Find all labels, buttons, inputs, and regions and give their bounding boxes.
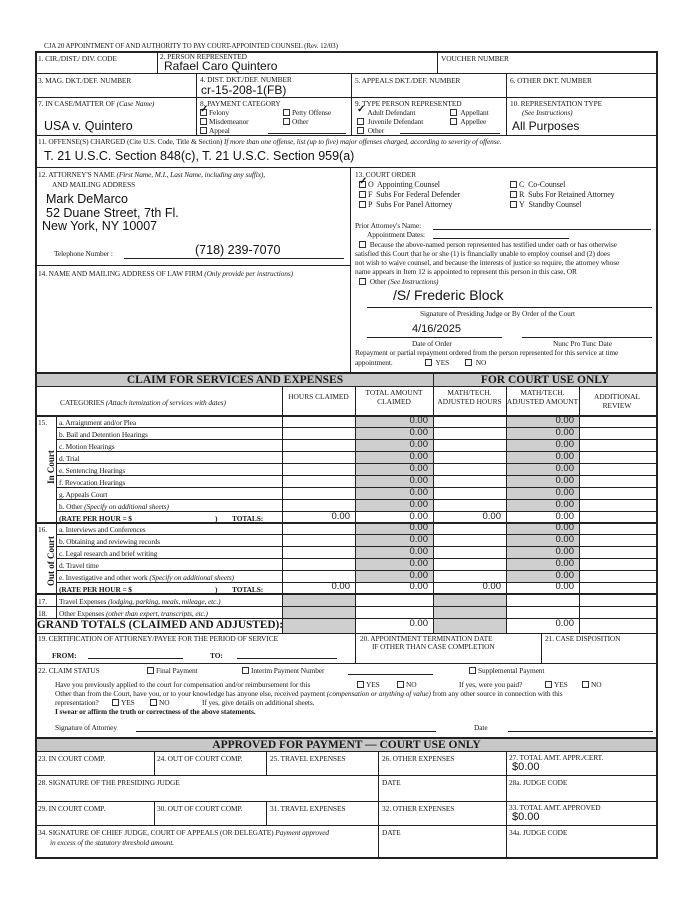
- chief-judge-note: in excess of the statutory threshold amount.: [50, 838, 175, 847]
- out-court-totals-label: TOTALS:: [232, 585, 264, 594]
- section-15-number: 15.: [38, 418, 47, 427]
- dist-dkt-field[interactable]: cr-15-208-1(FB): [201, 83, 287, 97]
- in-court-row-g: g. Appeals Court: [59, 490, 108, 499]
- repayment-appointment-label: appointment.: [355, 358, 393, 367]
- cir-dist-div-code-label: 1. CIR./DIST./ DIV. CODE: [38, 54, 117, 63]
- termination-date-label: 20. APPOINTMENT TERMINATION DATE: [360, 634, 493, 643]
- section-16-number: 16.: [38, 525, 47, 534]
- type-other-checkbox[interactable]: [357, 127, 364, 134]
- court-order-other-option[interactable]: Other (See Instructions): [359, 277, 438, 286]
- supplemental-payment-checkbox[interactable]: [469, 667, 476, 674]
- because-text-2: satisfied this Court that he or she (1) is financially unable to employ counsel and (2) does: [355, 249, 610, 258]
- type-other-option[interactable]: Other: [357, 126, 384, 135]
- in-court-f-adj: 0.00: [555, 475, 574, 486]
- attorney-label: 12. ATTORNEY'S NAME (First Name, M.I., Last Name, including any suffix),: [38, 170, 266, 179]
- chief-judge-date: DATE: [382, 828, 401, 837]
- representation-type-field[interactable]: All Purposes: [512, 119, 580, 133]
- adult-defendant-checkbox[interactable]: [357, 109, 364, 116]
- court-order-option-y[interactable]: Y Standby Counsel: [510, 200, 581, 209]
- out-court-row-b: b. Obtaining and reviewing records: [59, 537, 161, 546]
- in-court-comp-23: 23. IN COURT COMP.: [38, 754, 106, 763]
- in-court-g-adj: 0.00: [555, 487, 574, 498]
- case-name-field[interactable]: USA v. Quintero: [44, 119, 133, 133]
- appointment-dates-label: Appointment Dates:: [367, 230, 425, 239]
- co-counsel-checkbox[interactable]: [510, 181, 517, 188]
- attorney-name-field[interactable]: Mark DeMarco: [46, 192, 128, 206]
- appeal-checkbox[interactable]: [200, 127, 207, 134]
- payment-other-option[interactable]: Other: [283, 117, 308, 126]
- in-court-row-b: b. Bail and Detention Hearings: [59, 430, 148, 439]
- representation-no-checkbox[interactable]: [150, 699, 157, 706]
- mag-dkt-label: 3. MAG. DKT./DEF. NUMBER: [38, 76, 132, 85]
- representation-yes-checkbox[interactable]: [112, 699, 119, 706]
- appellee-checkbox[interactable]: [450, 118, 457, 125]
- attorney-address-label: AND MAILING ADDRESS: [52, 180, 136, 189]
- telephone-field[interactable]: (718) 239-7070: [195, 243, 281, 257]
- case-disposition-label: 21. CASE DISPOSITION: [545, 634, 621, 643]
- in-court-row-a: a. Arraignment and/or Plea: [59, 418, 137, 427]
- presiding-judge-date: DATE: [382, 778, 401, 787]
- voucher-number-label: VOUCHER NUMBER: [441, 54, 509, 63]
- because-text-3: not wish to waive counsel, and because the interests of justice so require, the attorney whose: [355, 258, 620, 267]
- out-court-adj-amount-total: 0.00: [555, 581, 574, 592]
- court-order-label: 13. COURT ORDER: [355, 170, 416, 179]
- in-court-d-adj: 0.00: [555, 451, 574, 462]
- swear-statement: I swear or affirm the truth or correctness of the above statements.: [55, 707, 256, 716]
- in-court-b-adj: 0.00: [555, 427, 574, 438]
- grand-total-adjusted: 0.00: [555, 618, 574, 629]
- section-18-number: 18.: [38, 609, 47, 618]
- repayment-text: Repayment or partial repayment ordered from the person represented for this service at time: [355, 348, 619, 357]
- out-court-rate-close: ): [215, 585, 218, 594]
- appeals-dkt-label: 5. APPEALS DKT./DEF. NUMBER: [355, 76, 461, 85]
- out-court-b-adj: 0.00: [555, 534, 574, 545]
- details-note: If yes, give details on additional sheets.: [202, 698, 315, 707]
- repayment-yes-option[interactable]: YES: [425, 358, 449, 367]
- attorney-address2-field[interactable]: New York, NY 10007: [42, 219, 158, 233]
- person-represented-field[interactable]: Rafael Caro Quintero: [164, 59, 278, 73]
- payment-felony-option[interactable]: ✓Felony: [200, 108, 229, 117]
- out-court-d-total: 0.00: [409, 558, 428, 569]
- out-of-court-side-label: Out of Court: [46, 536, 56, 586]
- telephone-label: Telephone Number :: [54, 249, 113, 258]
- in-court-h-total: 0.00: [409, 499, 428, 510]
- out-court-row-a: a. Interviews and Conferences: [59, 525, 146, 534]
- in-court-rate-label: (RATE PER HOUR = $: [59, 514, 132, 523]
- applied-no-option[interactable]: NO: [397, 680, 416, 689]
- out-court-b-total: 0.00: [409, 534, 428, 545]
- judge-signature-caption: Signature of Presiding Judge or By Order of the Court: [420, 309, 576, 318]
- col-additional-review: ADDITIONAL REVIEW: [594, 392, 640, 410]
- out-court-e-adj: 0.00: [555, 570, 574, 581]
- adult-defendant-option[interactable]: ✓ Adult Defendant: [357, 108, 415, 117]
- out-court-rate-label: (RATE PER HOUR = $: [59, 585, 132, 594]
- other-expenses-32: 32. OTHER EXPENSES: [382, 804, 455, 813]
- claim-header: CLAIM FOR SERVICES AND EXPENSES: [37, 374, 433, 386]
- total-appr-cert-value[interactable]: $0.00: [512, 761, 540, 773]
- court-order-other-checkbox[interactable]: [359, 278, 366, 285]
- out-court-row-c: c. Legal research and brief writing: [59, 549, 158, 558]
- dist-dkt-label: 4. DIST. DKT./DEF. NUMBER: [200, 75, 292, 84]
- representation-yes-option[interactable]: YES: [112, 698, 135, 707]
- in-court-d-total: 0.00: [409, 451, 428, 462]
- interim-payment-option[interactable]: Interim Payment Number: [242, 666, 324, 675]
- in-court-b-total: 0.00: [409, 427, 428, 438]
- out-court-row-e: e. Investigative and other work (Specify on additional sheets): [59, 573, 235, 582]
- final-payment-option[interactable]: Final Payment: [147, 666, 198, 675]
- grand-total-claimed: 0.00: [409, 618, 428, 629]
- in-court-adj-hours-total: 0.00: [482, 511, 501, 522]
- payment-other-checkbox[interactable]: [283, 118, 290, 125]
- claim-status-label: 22. CLAIM STATUS: [38, 666, 100, 675]
- applied-no-checkbox[interactable]: [397, 681, 404, 688]
- judge-code-28a: 28a. JUDGE CODE: [509, 778, 568, 787]
- in-court-row-e: e. Sentencing Hearings: [59, 466, 126, 475]
- in-court-e-total: 0.00: [409, 463, 428, 474]
- offense-label: 11. OFFENSE(S) CHARGED (Cite U.S. Code, Title & Section) If more than one offense, list (up to five) major offenses charged, according to severity of offense.: [38, 137, 502, 146]
- representation-no-option[interactable]: NO: [150, 698, 169, 707]
- in-court-rate-close: ): [215, 514, 218, 523]
- supplemental-payment-option[interactable]: Supplemental Payment: [469, 666, 544, 675]
- approved-header: APPROVED FOR PAYMENT — COURT USE ONLY: [37, 739, 656, 751]
- in-court-adj-amount-total: 0.00: [555, 511, 574, 522]
- in-court-c-adj: 0.00: [555, 439, 574, 450]
- person-represented-label: 2. PERSON REPRESENTED: [160, 52, 247, 61]
- out-court-row-d: d. Travel time: [59, 561, 99, 570]
- payment-appeal-option[interactable]: Appeal: [200, 126, 230, 135]
- payment-misdemeanor-option[interactable]: Misdemeanor: [200, 117, 249, 126]
- appellant-option[interactable]: Appellant: [450, 108, 489, 117]
- offense-field[interactable]: T. 21 U.S.C. Section 848(c), T. 21 U.S.C. Section 959(a): [44, 149, 355, 163]
- in-court-e-adj: 0.00: [555, 463, 574, 474]
- travel-expenses-label: Travel Expenses (lodging, parking, meals, mileage, etc.): [59, 597, 221, 606]
- out-court-e-total: 0.00: [409, 570, 428, 581]
- law-firm-label: 14. NAME AND MAILING ADDRESS OF LAW FIRM (Only provide per instructions): [38, 269, 293, 278]
- because-checkbox[interactable]: [359, 241, 366, 248]
- representation-question: representation?: [55, 698, 99, 707]
- case-name-label: 7. IN CASE/MATTER OF (Case Name): [38, 99, 155, 108]
- in-court-hours-total: 0.00: [331, 511, 350, 522]
- date-of-order-field[interactable]: 4/16/2025: [412, 323, 461, 335]
- representation-type-sub: (See Instructions): [522, 108, 573, 117]
- in-court-a-adj: 0.00: [555, 415, 574, 426]
- repayment-no-checkbox[interactable]: [465, 359, 472, 366]
- appointing-counsel-checkbox[interactable]: [359, 181, 366, 188]
- interim-payment-checkbox[interactable]: [242, 667, 249, 674]
- col-adjusted-hours: MATH/TECH. ADJUSTED HOURS: [437, 388, 502, 406]
- court-order-option-f[interactable]: F Subs For Federal Defender: [359, 190, 460, 199]
- attorney-signature-label: Signature of Attorney: [55, 723, 117, 732]
- misdemeanor-checkbox[interactable]: [200, 118, 207, 125]
- type-person-label: 9. TYPE PERSON REPRESENTED: [355, 99, 462, 108]
- appellant-checkbox[interactable]: [450, 109, 457, 116]
- in-court-g-total: 0.00: [409, 487, 428, 498]
- categories-label: CATEGORIES (Attach itemization of services with dates): [60, 398, 226, 407]
- col-adjusted-amount: MATH/TECH. ADJUSTED AMOUNT: [506, 388, 579, 406]
- col-total-amount: TOTAL AMOUNT CLAIMED: [365, 388, 423, 406]
- court-order-option-r[interactable]: R Subs For Retained Attorney: [510, 190, 615, 199]
- in-court-comp-29: 29. IN COURT COMP.: [38, 804, 106, 813]
- court-order-option-c[interactable]: C Co-Counsel: [510, 180, 565, 189]
- in-court-side-label: In Court: [46, 450, 56, 484]
- termination-date-sub: IF OTHER THAN CASE COMPLETION: [372, 642, 495, 651]
- other-expenses-label: Other Expenses (other than expert, transcripts, etc.): [59, 609, 208, 618]
- total-approved-value[interactable]: $0.00: [512, 811, 540, 823]
- from-label: FROM:: [52, 651, 77, 660]
- in-court-c-total: 0.00: [409, 439, 428, 450]
- date-of-order-label: Date of Order: [412, 339, 452, 348]
- representation-type-label: 10. REPRESENTATION TYPE: [510, 99, 603, 108]
- travel-expenses-25: 25. TRAVEL EXPENSES: [270, 754, 346, 763]
- presiding-judge-signature-28: 28. SIGNATURE OF THE PRESIDING JUDGE: [38, 778, 180, 787]
- to-label: TO:: [210, 651, 223, 660]
- total-approved-33: 33. TOTAL AMT. APPROVED: [509, 803, 601, 812]
- out-court-d-adj: 0.00: [555, 558, 574, 569]
- attorney-date-label: Date: [474, 723, 488, 732]
- juvenile-defendant-checkbox[interactable]: [357, 118, 364, 125]
- previously-applied-question: Have you previously applied to the court for compensation and/or reimbursement for this: [55, 680, 311, 689]
- paid-no-checkbox[interactable]: [582, 681, 589, 688]
- section-17-number: 17.: [38, 597, 47, 606]
- in-court-row-f: f. Revocation Hearings: [59, 478, 126, 487]
- in-court-a-total: 0.00: [409, 415, 428, 426]
- because-text-1[interactable]: Because the above-named person represented has testified under oath or has otherwise: [359, 240, 617, 249]
- court-order-option-o[interactable]: ✓O Appointing Counsel: [359, 180, 440, 189]
- form-title: CJA 20 APPOINTMENT OF AND AUTHORITY TO PAY COURT-APPOINTED COUNSEL (Rev. 12/03): [44, 42, 338, 50]
- subs-panel-attorney-checkbox[interactable]: [359, 201, 366, 208]
- grand-totals-label: GRAND TOTALS (CLAIMED AND ADJUSTED):: [37, 619, 284, 631]
- applied-yes-checkbox[interactable]: [357, 681, 364, 688]
- out-court-comp-24: 24. OUT OF COURT COMP.: [157, 754, 243, 763]
- out-court-c-adj: 0.00: [555, 546, 574, 557]
- appellee-option[interactable]: Appellee: [450, 117, 486, 126]
- repayment-yes-checkbox[interactable]: [425, 359, 432, 366]
- paid-yes-option[interactable]: YES: [545, 680, 568, 689]
- payment-category-label: 8. PAYMENT CATEGORY: [200, 99, 281, 108]
- in-court-h-adj: 0.00: [555, 499, 574, 510]
- juvenile-defendant-option[interactable]: Juvenile Defendant: [357, 117, 423, 126]
- out-court-c-total: 0.00: [409, 546, 428, 557]
- attorney-address1-field[interactable]: 52 Duane Street, 7th Fl.: [46, 206, 179, 220]
- felony-checkbox[interactable]: [200, 109, 207, 116]
- other-dkt-label: 6. OTHER DKT. NUMBER: [510, 76, 592, 85]
- in-court-amount-total: 0.00: [409, 511, 428, 522]
- in-court-row-c: c. Motion Hearings: [59, 442, 115, 451]
- petty-offense-checkbox[interactable]: [283, 109, 290, 116]
- subs-retained-attorney-checkbox[interactable]: [510, 191, 517, 198]
- travel-expenses-31: 31. TRAVEL EXPENSES: [270, 804, 346, 813]
- repayment-no-option[interactable]: NO: [465, 358, 486, 367]
- because-text-4: name appears in Item 12 is appointed to represent this person in this case, OR: [355, 267, 577, 276]
- prior-attorney-label: Prior Attorney's Name:: [355, 221, 422, 230]
- judge-code-34a: 34a. JUDGE CODE: [509, 828, 568, 837]
- out-court-a-adj: 0.00: [555, 522, 574, 533]
- in-court-row-d: d. Trial: [59, 454, 80, 463]
- out-court-amount-total: 0.00: [409, 581, 428, 592]
- subs-federal-defender-checkbox[interactable]: [359, 191, 366, 198]
- final-payment-checkbox[interactable]: [147, 667, 154, 674]
- certification-label: 19. CERTIFICATION OF ATTORNEY/PAYEE FOR THE PERIOD OF SERVICE: [38, 634, 278, 643]
- in-court-totals-label: TOTALS:: [232, 514, 264, 523]
- out-court-adj-hours-total: 0.00: [482, 581, 501, 592]
- paid-yes-checkbox[interactable]: [545, 681, 552, 688]
- court-order-option-p[interactable]: P Subs For Panel Attorney: [359, 200, 452, 209]
- in-court-row-h: h. Other (Specify on additional sheets): [59, 502, 169, 511]
- out-court-a-total: 0.00: [409, 522, 428, 533]
- judge-signature-field[interactable]: /S/ Frederic Block: [393, 287, 504, 303]
- chief-judge-signature-34: 34. SIGNATURE OF CHIEF JUDGE, COURT OF APPEALS (OR DELEGATE) Payment approved: [38, 828, 329, 837]
- payment-petty-offense-option[interactable]: Petty Offense: [283, 108, 331, 117]
- out-court-comp-30: 30. OUT OF COURT COMP.: [157, 804, 243, 813]
- in-court-f-total: 0.00: [409, 475, 428, 486]
- total-appr-cert-27: 27. TOTAL AMT. APPR./CERT.: [509, 753, 604, 762]
- col-hours-claimed: HOURS CLAIMED: [288, 392, 349, 401]
- out-court-hours-total: 0.00: [331, 581, 350, 592]
- paid-no-option[interactable]: NO: [582, 680, 601, 689]
- other-expenses-26: 26. OTHER EXPENSES: [382, 754, 455, 763]
- other-payment-question: Other than from the Court, have you, or to your knowledge has anyone else, received payment (compensation or anything of value) from any other source in connection with this: [55, 689, 563, 698]
- nunc-pro-tunc-label: Nunc Pro Tunc Date: [553, 339, 612, 348]
- court-use-header: FOR COURT USE ONLY: [434, 374, 656, 386]
- were-you-paid-question: If yes, were you paid?: [459, 680, 523, 689]
- standby-counsel-checkbox[interactable]: [510, 201, 517, 208]
- law-firm-field[interactable]: [36, 280, 349, 370]
- applied-yes-option[interactable]: YES: [357, 680, 380, 689]
